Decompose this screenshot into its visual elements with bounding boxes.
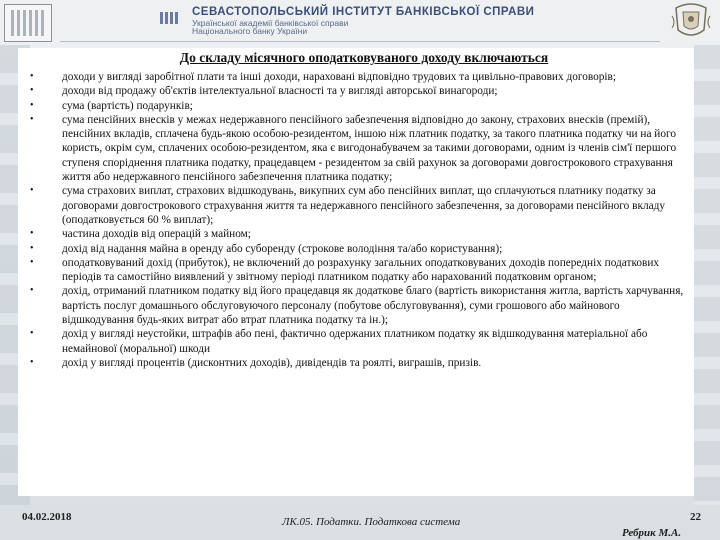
page-number: 22 [690, 511, 701, 523]
institute-subtitle [192, 19, 348, 35]
list-item-text: дохід у вигляді неустойки, штрафів або пені, фактично одержаних платником податку як відшкодування матеріальної або немайнової (моральної) шкоди [62, 328, 648, 355]
list-item [26, 327, 690, 356]
institute-subtitle-line1: Української академії банківської справи [192, 18, 349, 28]
bullet-icon: • [30, 242, 34, 254]
institute-subtitle-line2: Національного банку України [192, 26, 308, 36]
bullet-icon: • [30, 99, 34, 111]
list-item-text: доходи від продажу об'єктів інтелектуальної власності та у вигляді авторської винагороди; [62, 85, 498, 98]
coat-of-arms-icon [668, 2, 714, 40]
income-items-list [26, 70, 690, 370]
institute-name: СЕВАСТОПОЛЬСЬКИЙ ІНСТИТУТ БАНКІВСЬКОЇ СПРАВИ [192, 6, 535, 18]
bullet-icon: • [30, 113, 34, 125]
list-item-text: оподатковуваний дохід (прибуток), не включений до розрахунку загальних оподатковуваних доходів попередніх податкових періодів та самостійно виявлений у звітному періоді платником податку або нарахований податковим органом; [62, 256, 660, 284]
bullet-icon: • [30, 328, 34, 340]
list-item-text: дохід у вигляді процентів (дисконтних доходів), дивідендів та роялті, виграшів, призів. [62, 356, 482, 369]
list-item-text: дохід, отриманий платником податку від його працедавця як додаткове благо (вартість використання житла, вартість харчування, вартість послуг домашнього обслуговуючого персоналу (побутове обслуговування), суми грошового або майнового відшкодування будь-яких витрат або втрат платника податку та ін.); [62, 285, 684, 327]
list-item [26, 284, 690, 327]
footer-course: ЛК.05. Податки. Податкова система [282, 516, 461, 528]
bullet-icon: • [30, 85, 34, 97]
list-item [26, 356, 690, 370]
slide-header [0, 0, 720, 42]
list-item [26, 242, 690, 256]
bullet-icon: • [30, 256, 34, 268]
background-building-right [694, 45, 720, 505]
list-item-text: сума пенсійних внесків у межах недержавного пенсійного забезпечення відповідно до закону, страхових внесків (премій), пенсійних вкладів, сплачена будь-якою особою-резидентом, іншою ніж платник податку, за такого платника податку чи на його користь, окрім сум, сплачених особою-резидентом, яка є вигодонабувачем за такими договорами, одним із членів сім'ї першого ступеня споріднення платника податку, працедавцем - резидентом за свій рахунок за договорами довгострокового страхування життя або недержавного пенсійного забезпечення платника податку; [62, 113, 677, 184]
list-item [26, 184, 690, 227]
institute-building-logo [4, 4, 52, 42]
list-item [26, 113, 690, 184]
list-item-text: дохід від надання майна в оренду або суборенду (строкове володіння та/або користування); [62, 242, 503, 255]
slide-title: До складу місячного оподатковуваного доходу включаються [179, 50, 549, 65]
bullet-icon: • [30, 185, 34, 197]
slide-content [18, 48, 694, 496]
list-item [26, 70, 690, 84]
list-item [26, 256, 690, 285]
list-item [26, 99, 690, 113]
bullet-icon: • [30, 285, 34, 297]
list-item [26, 84, 690, 98]
list-item-text: частина доходів від операцій з майном; [62, 228, 251, 241]
footer-author: Ребрик М.А. [622, 527, 682, 539]
bullet-icon: • [30, 228, 34, 240]
list-item-text: сума (вартість) подарунків; [62, 99, 193, 112]
header-divider [60, 41, 660, 42]
bullet-icon: • [30, 71, 34, 82]
list-item-text: доходи у вигляді заробітної плати та інші доходи, нараховані відповідно трудових та цивільно-правових договорів; [62, 71, 617, 83]
footer-date: 04.02.2018 [22, 511, 72, 523]
bullet-icon: • [30, 356, 34, 368]
institute-mark-icon [160, 10, 180, 26]
list-item [26, 227, 690, 241]
list-item-text: сума страхових виплат, страхових відшкодувань, викупних сум або пенсійних виплат, що сплачуються платнику податку за договорами довгострокового страхування життя та недержавного пенсійного забезпечення, за договорами пенсійного вкладу (оподатковується 60 % виплат); [62, 185, 666, 226]
